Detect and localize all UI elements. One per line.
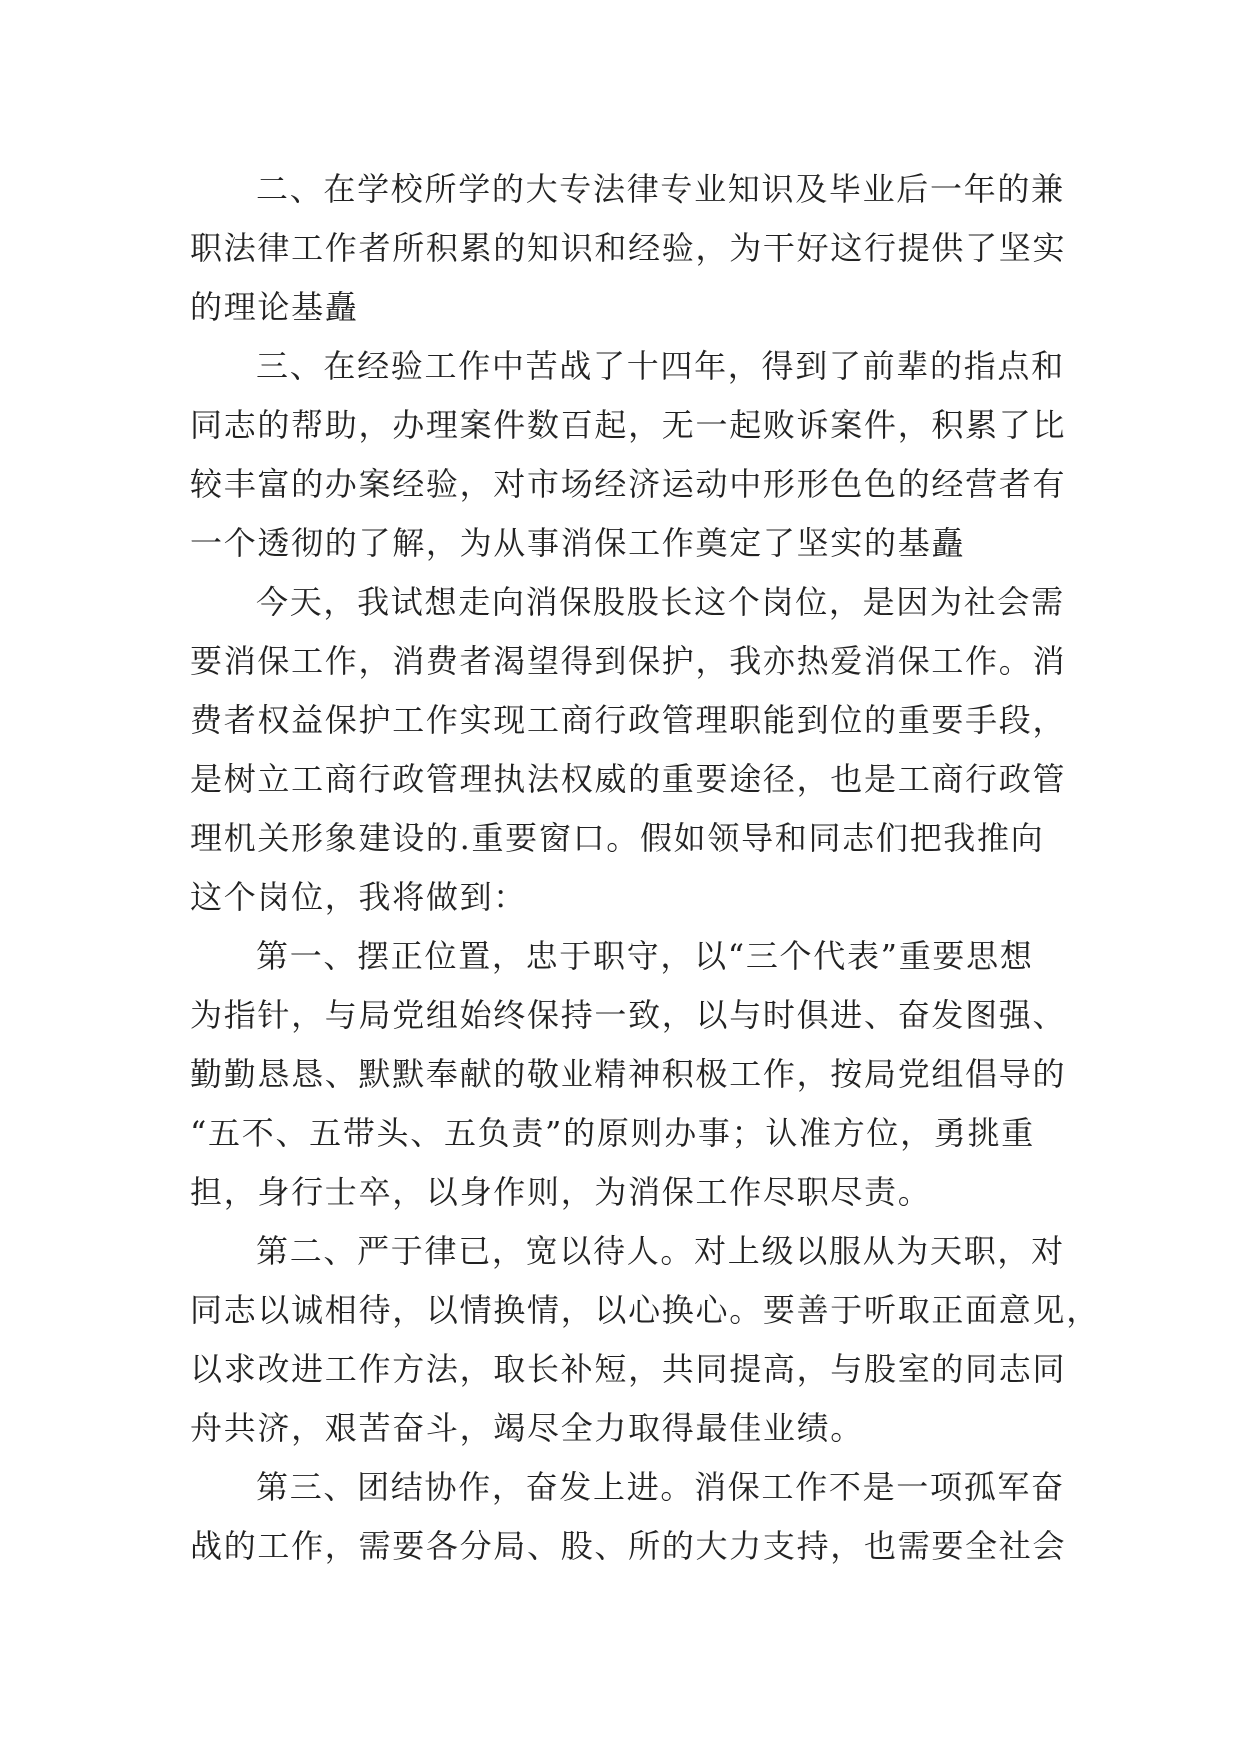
paragraph-line: 担，身行士卒，以身作则，为消保工作尽职尽责。 bbox=[190, 1173, 932, 1211]
paragraph-line: 的理论基矗 bbox=[190, 288, 359, 326]
paragraph-line: 较丰富的办案经验，对市场经济运动中形形色色的经营者有 bbox=[190, 465, 1067, 503]
paragraph-line: 理机关形象建设的.重要窗口。假如领导和同志们把我推向 bbox=[190, 819, 1045, 857]
paragraph-line: 一个透彻的了解，为从事消保工作奠定了坚实的基矗 bbox=[190, 524, 966, 562]
paragraph-line: 战的工作，需要各分局、股、所的大力支持，也需要全社会 bbox=[190, 1527, 1067, 1565]
paragraph-line: 第一、摆正位置，忠于职守，以“三个代表”重要思想 bbox=[256, 937, 1034, 975]
paragraph-line: 舟共济，艰苦奋斗，竭尽全力取得最佳业绩。 bbox=[190, 1409, 865, 1447]
paragraph-line: 要消保工作，消费者渴望得到保护，我亦热爱消保工作。消 bbox=[190, 642, 1067, 680]
paragraph-line: “五不、五带头、五负责”的原则办事；认准方位，勇挑重 bbox=[190, 1114, 1035, 1152]
paragraph-line: 同志的帮助，办理案件数百起，无一起败诉案件，积累了比 bbox=[190, 406, 1067, 444]
paragraph-line: 第二、严于律已，宽以待人。对上级以服从为天职，对 bbox=[256, 1232, 1065, 1270]
paragraph-line: 今天，我试想走向消保股股长这个岗位，是因为社会需 bbox=[256, 583, 1065, 621]
paragraph-line: 为指针，与局党组始终保持一致，以与时俱进、奋发图强、 bbox=[190, 996, 1067, 1034]
paragraph-line: 第三、团结协作，奋发上进。消保工作不是一项孤军奋 bbox=[256, 1468, 1065, 1506]
paragraph-line: 同志以诚相待，以情换情，以心换心。要善于听取正面意见， bbox=[190, 1291, 1100, 1329]
paragraph-line: 三、在经验工作中苦战了十四年，得到了前辈的指点和 bbox=[256, 347, 1065, 385]
paragraph-line: 勤勤恳恳、默默奉献的敬业精神积极工作，按局党组倡导的 bbox=[190, 1055, 1067, 1093]
paragraph-line: 这个岗位，我将做到： bbox=[190, 878, 528, 916]
paragraph-line: 是树立工商行政管理执法权威的重要途径，也是工商行政管 bbox=[190, 760, 1067, 798]
paragraph-line: 二、在学校所学的大专法律专业知识及毕业后一年的兼 bbox=[256, 170, 1065, 208]
paragraph-line: 职法律工作者所积累的知识和经验，为干好这行提供了坚实 bbox=[190, 229, 1067, 267]
paragraph-line: 费者权益保护工作实现工商行政管理职能到位的重要手段， bbox=[190, 701, 1067, 739]
paragraph-line: 以求改进工作方法，取长补短，共同提高，与股室的同志同 bbox=[190, 1350, 1067, 1388]
